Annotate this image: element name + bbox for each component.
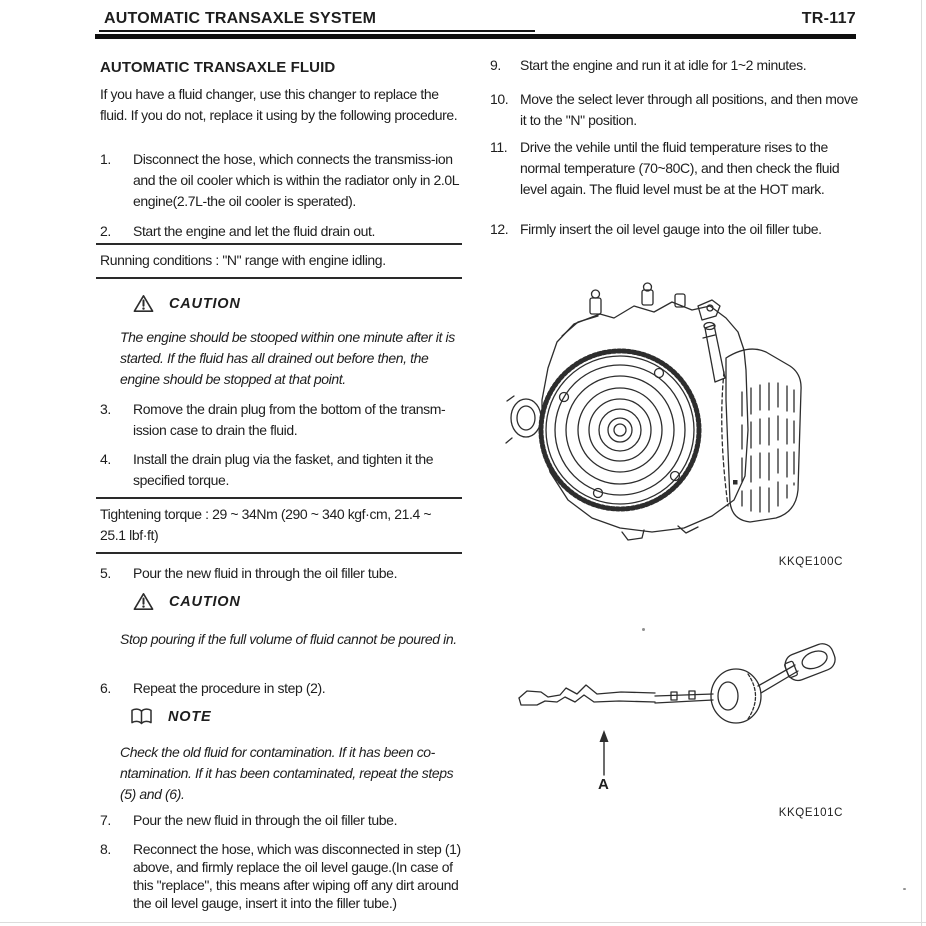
step-9 <box>490 55 858 76</box>
scan-speck <box>903 888 906 890</box>
step-number: 11. <box>490 139 508 155</box>
page-number: TR-117 <box>801 10 856 27</box>
pointer-arrow-icon <box>596 728 612 778</box>
running-conditions-box <box>96 243 462 279</box>
scan-edge <box>921 0 922 926</box>
tightening-torque-text: Tightening torque : 29 ~ 34Nm (290 ~ 340 kgf·cm, 21.4 ~ 25.1 lbf·ft) <box>100 506 432 543</box>
open-book-icon <box>130 707 153 726</box>
step-number: 12. <box>490 221 509 237</box>
step-text: Pour the new fluid in through the oil filler tube. <box>133 812 398 828</box>
figure-code-1: KKQE100C <box>778 556 843 568</box>
note-header <box>130 707 211 726</box>
oil-level-gauge-figure <box>505 636 840 741</box>
step-11 <box>490 137 858 200</box>
arrow-label: A <box>598 776 609 793</box>
step-10 <box>490 89 858 131</box>
caution-label: CAUTION <box>169 295 241 312</box>
step-5 <box>100 563 462 584</box>
step-text: Install the drain plug via the fasket, and tighten it the specified torque. <box>133 451 434 488</box>
step-text: Repeat the procedure in step (2). <box>133 680 326 696</box>
scan-edge <box>0 922 926 923</box>
header-rule <box>95 34 856 39</box>
step-number: 9. <box>490 57 501 73</box>
step-number: 8. <box>100 841 111 857</box>
transaxle-assembly-figure <box>502 280 808 550</box>
step-4 <box>100 449 462 491</box>
step-text: Start the engine and let the fluid drain out. <box>133 223 375 239</box>
step-number: 4. <box>100 451 111 467</box>
page-header-title: AUTOMATIC TRANSAXLE SYSTEM <box>104 10 377 27</box>
step-text: Reconnect the hose, which was disconnected in step (1) above, and firmly replace the oil level gauge.(In case of this "replace", this means after wiping off any dirt around the oil level gauge, insert it into the filler tube.) <box>133 841 461 911</box>
step-text: Firmly insert the oil level gauge into the oil filler tube. <box>520 221 822 237</box>
step-number: 3. <box>100 401 111 417</box>
note-label: NOTE <box>168 708 212 725</box>
step-3 <box>100 399 462 441</box>
step-text: Romove the drain plug from the bottom of the transm-ission case to drain the fluid. <box>133 401 446 438</box>
step-text: Drive the vehile until the fluid temperature rises to the normal temperature (70~80C), and then check the fluid level again. The fluid level must be at the HOT mark. <box>520 139 840 197</box>
step-number: 5. <box>100 565 111 581</box>
step-12 <box>490 219 858 240</box>
header-underline <box>99 30 535 32</box>
step-number: 2. <box>100 223 111 239</box>
step-number: 1. <box>100 151 111 167</box>
caution-header-2 <box>133 592 241 611</box>
step-8 <box>100 840 462 912</box>
caution-text-1: The engine should be stooped within one minute after it is started. If the fluid has all drained out before then, the engine should be stopped at that point. <box>120 329 455 387</box>
step-number: 10. <box>490 91 509 107</box>
warning-triangle-icon <box>133 294 154 313</box>
step-text: Start the engine and run it at idle for 1~2 minutes. <box>520 57 807 73</box>
step-text: Pour the new fluid in through the oil filler tube. <box>133 565 398 581</box>
step-number: 6. <box>100 680 111 696</box>
step-1 <box>100 149 462 212</box>
figure-code-2: KKQE101C <box>778 807 843 819</box>
intro-paragraph: If you have a fluid changer, use this changer to replace the fluid. If you do not, replace it using by the following procedure. <box>100 86 458 123</box>
step-6 <box>100 678 462 699</box>
step-2 <box>100 221 462 242</box>
note-text: Check the old fluid for contamination. If it has been co-ntamination. If it has been contaminated, repeat the steps (5) and (6). <box>120 744 454 802</box>
step-text: Disconnect the hose, which connects the transmiss-ion and the oil cooler which is within the radiator only in 2.0L engine(2.7L-the oil cooler is sperated). <box>133 151 459 209</box>
caution-header-1 <box>133 294 241 313</box>
caution-label: CAUTION <box>169 593 241 610</box>
step-7 <box>100 810 462 831</box>
tightening-torque-box <box>96 497 462 554</box>
warning-triangle-icon <box>133 592 154 611</box>
step-text: Move the select lever through all positions, and then move it to the "N" position. <box>520 91 858 128</box>
step-number: 7. <box>100 812 111 828</box>
section-title: AUTOMATIC TRANSAXLE FLUID <box>100 59 336 76</box>
caution-text-2: Stop pouring if the full volume of fluid cannot be poured in. <box>120 631 457 647</box>
scan-speck <box>642 628 645 631</box>
running-conditions-text: Running conditions : "N" range with engine idling. <box>100 252 386 268</box>
